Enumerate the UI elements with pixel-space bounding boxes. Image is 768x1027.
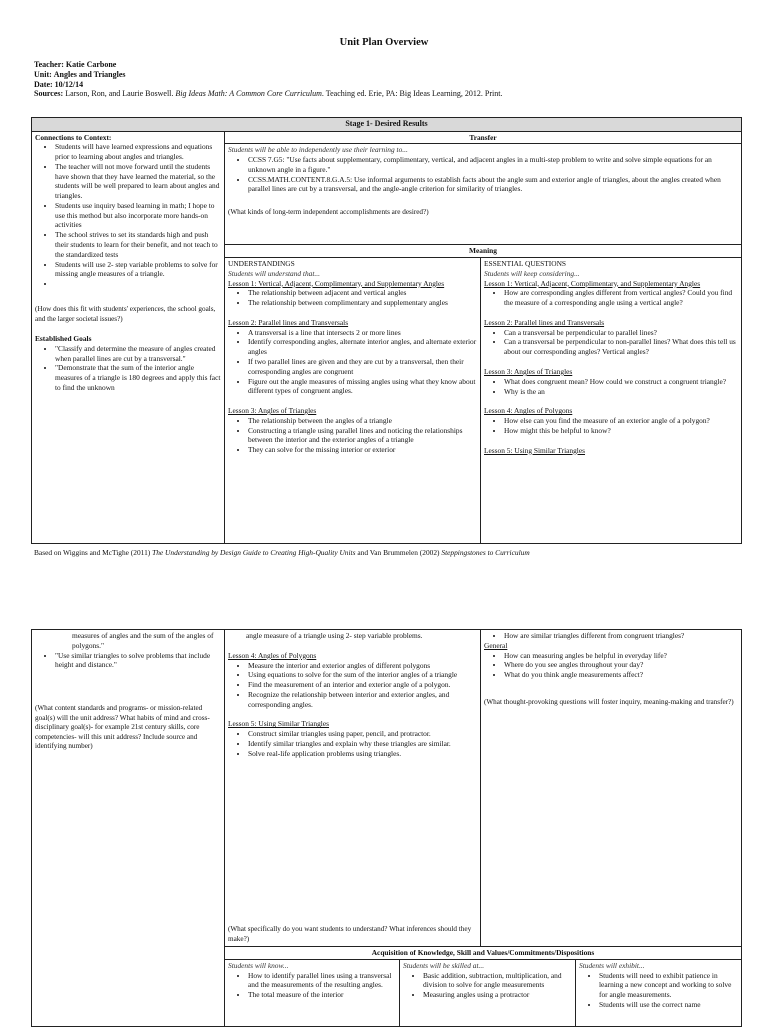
goals-list [35, 651, 221, 671]
transfer-intro: Students will be able to independently use their learning to... [228, 145, 408, 155]
lesson-title: Lesson 3: Angles of Triangles [484, 366, 573, 376]
questions-intro: Students will keep considering... [484, 268, 580, 278]
transfer-cell [225, 144, 742, 245]
understanding-continued: angle measure of a triangle using 2- step variable problems. [246, 631, 423, 640]
list-item: • The school strives to set its standards high and push their students to learn for their benefit, and not teach to the standardized tests [55, 230, 221, 259]
list-item: • How are similar triangles different from congruent triangles? [504, 631, 738, 641]
essential-questions-cell [481, 258, 742, 544]
connections-cell [32, 131, 225, 543]
know-cell [225, 959, 400, 1026]
list-item: • Identify similar triangles and explain why these triangles are similar. [248, 739, 477, 749]
list-item: • "Demonstrate that the sum of the interior angle measures of a triangle is 180 degrees and apply this fact to find the unknown [55, 363, 221, 392]
list-item: • Students use inquiry based learning in math; I hope to use this method but also incorporate more hands-on activities [55, 201, 221, 230]
teacher-line: Teacher: Katie Carbone [34, 60, 117, 69]
lesson-list [228, 661, 477, 710]
list-item: • A transversal is a line that intersects 2 or more lines [248, 328, 477, 338]
list-item: • The relationship between complimentary and supplementary angles [248, 298, 477, 308]
list-item: • Can a transversal be perpendicular to non-parallel lines? What does this tell us about our corresponding angles? Vertical angles? [504, 337, 738, 357]
general-list [484, 651, 738, 680]
list-item: • Constructing a triangle using parallel lines and noticing the relationships between the interior and the exterior angles of a triangle [248, 426, 477, 446]
essential-questions-cell-continued [481, 630, 742, 947]
list-item: • Students will have learned expressions and equations prior to learning about angles and triangles. [55, 142, 221, 162]
lesson-title: Lesson 2: Parallel lines and Transversals [484, 317, 605, 327]
know-list [228, 971, 396, 1000]
lesson-title: Lesson 2: Parallel lines and Transversals [228, 317, 349, 327]
list-item: • What does congruent mean? How could we construct a congruent triangle? [504, 377, 738, 387]
lesson-title: Lesson 4: Angles of Polygons [484, 406, 573, 416]
understandings-cell-continued [225, 630, 481, 947]
unit-name: Angles and Triangles [53, 69, 126, 79]
connections-header: Connections to Context: [35, 132, 112, 142]
list-item: • If two parallel lines are given and they are cut by a transversal, then their corresponding angles are congruent [248, 357, 477, 377]
footer-citation: Based on Wiggins and McTighe (2011) The Understanding by Design Guide to Creating High-Quality Units and Van Brummelen (2002) Steppingstones to Curriculum [34, 548, 530, 557]
transfer-header: Transfer [225, 131, 742, 144]
goal-continued: measures of angles and the sum of the angles of polygons." [72, 631, 214, 650]
page-gap [0, 598, 768, 626]
list-item: • How can measuring angles be helpful in everyday life? [504, 651, 738, 661]
list-item: • Students will use the correct name [599, 1000, 738, 1010]
list-item: • Can a transversal be perpendicular to parallel lines? [504, 328, 738, 338]
lesson-title: Lesson 5: Using Similar Triangles [484, 445, 586, 455]
transfer-prompt: (What kinds of long-term independent accomplishments are desired?) [228, 208, 429, 217]
goals-list [35, 344, 221, 393]
stage1-table-continued [31, 629, 742, 1027]
understandings-prompt: (What specifically do you want students to understand? What inferences should they make?) [228, 925, 472, 943]
list-item: • Using equations to solve for the sum of the interior angles of a triangle [248, 670, 477, 680]
stage1-table [31, 117, 742, 544]
skilled-intro: Students will be skilled at... [403, 960, 485, 970]
goals-cell-continued [32, 630, 225, 1027]
exhibit-cell [576, 959, 742, 1026]
list-item: • CCSS 7.G5: "Use facts about supplementary, complimentary, vertical, and adjacent angles in a multi-step problem to write and solve simple equations for an unknown angle in a figure." [248, 155, 738, 175]
list-item: • How might this be helpful to know? [504, 426, 738, 436]
unit-metadata [34, 60, 502, 99]
list-item: • The relationship between the angles of a triangle [248, 416, 477, 426]
list-item: • Where do you see angles throughout your day? [504, 660, 738, 670]
list-item: • How to identify parallel lines using a transversal and the measurements of the resulting angles. [248, 971, 396, 991]
exhibit-list [579, 971, 738, 1010]
general-title: General [484, 640, 508, 650]
lesson-title: Lesson 3: Angles of Triangles [228, 406, 317, 416]
list-item: • They can solve for the missing interior or exterior [248, 445, 477, 455]
page-title: Unit Plan Overview [339, 37, 429, 48]
questions-prompt: (What thought-provoking questions will foster inquiry, meaning-making and transfer?) [484, 697, 734, 706]
questions-list [484, 631, 738, 641]
skilled-cell [400, 959, 576, 1026]
skilled-list [403, 971, 572, 1000]
lesson-list [228, 729, 477, 758]
know-intro: Students will know... [228, 960, 289, 970]
list-item: • Figure out the angle measures of missing angles using what they know about different types of congruent angles. [248, 377, 477, 397]
list-item: • Measuring angles using a protractor [423, 990, 572, 1000]
list-item: • What do you think angle measurements affect? [504, 670, 738, 680]
lesson-list [484, 377, 738, 397]
lesson-list [484, 328, 738, 357]
lesson-list [228, 328, 477, 396]
list-item: • Construct similar triangles using paper, pencil, and protractor. [248, 729, 477, 739]
transfer-list [228, 155, 738, 194]
list-item: • CCSS.MATH.CONTENT.8.G.A.5: Use informal arguments to establish facts about the angle sum and exterior angle of triangles, about the angles created when parallel lines are cut by a transversal, and the angle-angle criterion for similarity of triangles. [248, 175, 738, 195]
connections-prompt: (How does this fit with students' experiences, the school goals, and the larger societal issues?) [35, 305, 216, 323]
unit-date: 10/12/14 [54, 79, 84, 89]
list-item: • Find the measurement of an interior and exterior angle of a polygon. [248, 680, 477, 690]
date-line: Date: 10/12/14 [34, 79, 84, 89]
list-item: • Students will use 2- step variable problems to solve for missing angle measures of a triangle. [55, 260, 221, 280]
lesson-title: Lesson 5: Using Similar Triangles [228, 719, 330, 729]
list-item: • "Use similar triangles to solve problems that include height and distance." [55, 651, 221, 671]
list-item: • The total measure of the interior [248, 990, 396, 1000]
sources-line: Sources: Larson, Ron, and Laurie Boswell. Big Ideas Math: A Common Core Curriculum. Teaching ed. Erie, PA: Big Ideas Learning, 2012. Print. [34, 89, 503, 99]
understandings-header: UNDERSTANDINGS [228, 259, 295, 269]
list-item: • Recognize the relationship between interior and exterior angles, and corresponding angles. [248, 690, 477, 710]
lesson-title: Lesson 4: Angles of Polygons [228, 650, 317, 660]
lesson-list [484, 416, 738, 436]
list-item: • The teacher will not move forward until the students have shown that they have learned the material, so the students will be well prepared to learn about angles and triangles. [55, 162, 221, 201]
list-item: • The relationship between adjacent and vertical angles [248, 288, 477, 298]
lesson-title: Lesson 1: Vertical, Adjacent, Complimentary, and Supplementary Angles [484, 278, 701, 288]
list-item: • Why is the an [504, 387, 738, 397]
list-item: • How are corresponding angles different from vertical angles? Could you find the measure of a corresponding angle using a vertical angle? [504, 288, 738, 308]
understandings-intro: Students will understand that... [228, 268, 320, 278]
list-item: • "Classify and determine the measure of angles created when parallel lines are cut by a transversal." [55, 344, 221, 364]
list-item: • Identify corresponding angles, alternate interior angles, and alternate exterior angles [248, 337, 477, 357]
list-item: • How else can you find the measure of an exterior angle of a polygon? [504, 416, 738, 426]
list-item [55, 279, 221, 289]
lesson-list [228, 288, 477, 308]
acquisition-header: Acquisition of Knowledge, Skill and Values/Commitments/Dispositions [225, 947, 742, 960]
list-item: • Students will need to exhibit patience in learning a new concept and working to solve for angle measurements. [599, 971, 738, 1000]
understandings-cell [225, 258, 481, 544]
goals-header: Established Goals [35, 334, 92, 344]
lesson-title: Lesson 1: Vertical, Adjacent, Complimentary, and Supplementary Angles [228, 278, 445, 288]
list-item: • Solve real-life application problems using triangles. [248, 749, 477, 759]
meaning-header: Meaning [225, 245, 742, 258]
list-item: • Measure the interior and exterior angles of different polygons [248, 661, 477, 671]
lesson-list [228, 416, 477, 455]
document-page-2 [0, 626, 768, 1024]
lesson-list [484, 288, 738, 308]
list-item: • Basic addition, subtraction, multiplication, and division to solve for angle measurements [423, 971, 572, 991]
exhibit-intro: Students will exhibit... [579, 960, 645, 970]
questions-header: ESSENTIAL QUESTIONS [484, 259, 567, 269]
unit-line: Unit: Angles and Triangles [34, 69, 126, 79]
stage1-header: Stage 1- Desired Results [32, 118, 742, 132]
goals-prompt: (What content standards and programs- or mission-related goal(s) will the unit address? What habits of mind and cross-disciplinary goal(s)- for example 21st century skills, core competencies- will this unit address? Include source and identifying number) [35, 704, 210, 751]
connections-list [35, 142, 221, 289]
teacher-name: Katie Carbone [65, 60, 117, 69]
